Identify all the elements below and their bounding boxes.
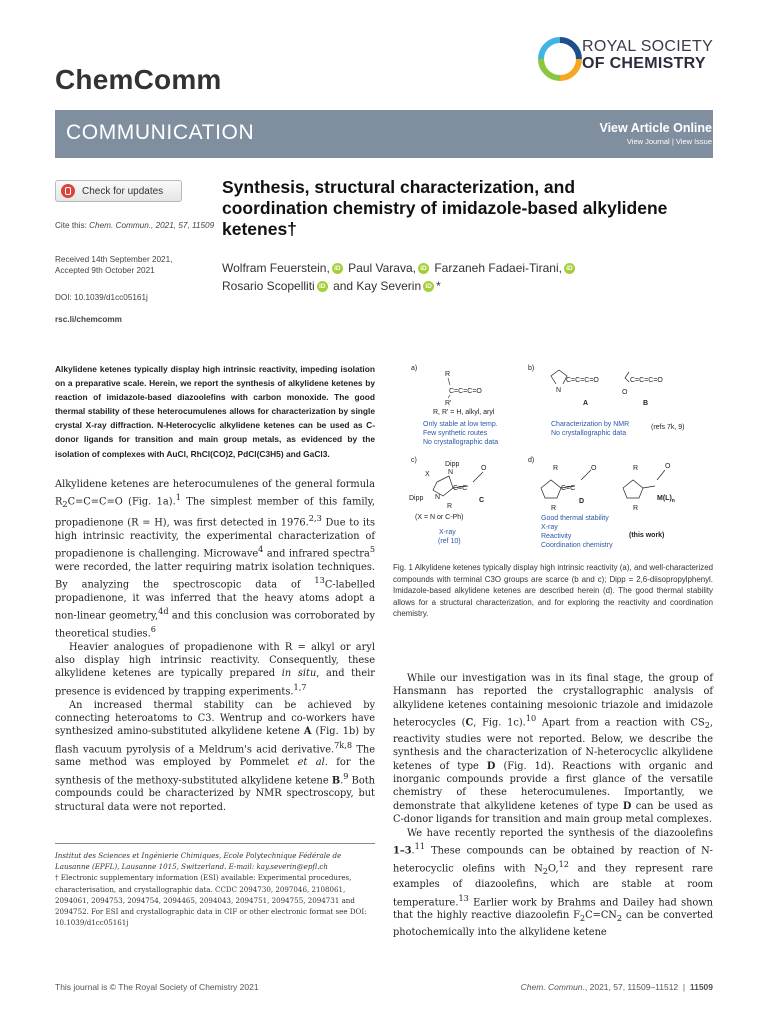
svg-text:O: O	[622, 389, 628, 396]
view-article-online-link[interactable]: View Article Online	[599, 121, 712, 135]
compound-a-label: A	[583, 400, 589, 407]
footer-volume: , 2021, 57, 11509–11512	[584, 982, 679, 992]
dipp-label: Dipp	[409, 495, 424, 502]
panel-d-label: d)	[528, 457, 535, 464]
svg-text:C=C=C=O: C=C=C=O	[566, 377, 599, 384]
svg-text:R: R	[447, 503, 453, 510]
received-date: Received 14th September 2021,	[55, 255, 173, 264]
copyright-line: This journal is © The Royal Society of Chemistry 2021	[55, 982, 259, 992]
esi-note: † Electronic supplementary information (ESI) available: Experimental procedures, characterisation, and crystallographic data. CCDC 2094730, 2097046, 2108061, 2094061, 2094753, 2094754, 2094465, 2094043, 2094751, 2094755, 2094731 and 2094752. For ESI and crystallographic data in CIF or other electronic format see DOI: 10.1039/d1cc05161j	[55, 873, 367, 928]
author-name[interactable]: Paul Varava,	[348, 261, 416, 275]
check-updates-label: Check for updates	[82, 185, 164, 197]
panel-a-label: a)	[411, 365, 418, 372]
svg-text:X: X	[425, 471, 430, 478]
panel-a-note: No crystallographic data	[423, 439, 499, 446]
svg-text:R': R'	[445, 400, 452, 407]
page-footer: Chem. Commun., 2021, 57, 11509–11512 | 11509	[520, 982, 713, 992]
corresponding-author-mark: *	[436, 279, 441, 293]
panel-b-label: b)	[528, 365, 535, 372]
compound-c-label: C	[479, 497, 485, 504]
dipp-label: Dipp	[445, 461, 460, 468]
panel-a-note: Only stable at low temp.	[423, 421, 498, 428]
view-journal-link[interactable]: View Journal	[626, 137, 670, 146]
footnote-divider	[55, 843, 375, 844]
this-work-label: (this work)	[629, 532, 665, 539]
panel-d-structures	[541, 470, 665, 498]
svg-text:R: R	[553, 465, 559, 472]
author-list	[222, 259, 682, 295]
article-title: Synthesis, structural characterization, and coordination chemistry of imidazole-based alkylidene ketenes†	[222, 177, 668, 239]
svg-text:N: N	[435, 494, 441, 501]
body-text-left: Alkylidene ketenes are heterocumulenes of the general formula $R_2C=C=C=O$ (Fig. 1a).$^1$ The simplest member of this family, propadienone (R = H), was first detected in 1976.$^{2,3}$ Due to its high intrinsic reactivity, the experimental characterization of propadienone is challenging. Microwave$^4$ and infrared spectra$^5$ were recorded, the latter requiring matrix isolation techniques. By analyzing the spectroscopic data of $^{13}$C-labelled propadienone, it was inferred that the heavy atoms adopt a non-linear geometry,$^{4d}$ and this conclusion was corroborated by theoretical studies.$^6$ Heavier analogues of propadienone with R = alkyl or aryl also display high intrinsic reactivity. Consequently, these alkylidene ketenes are typically prepared in situ, and their presence is evidenced by trapping experiments.$^{1,7}$ An increased thermal stability can be achieved by connecting heteroatoms to C3. Wentrup and co-workers have synthesized amino-substituted alkylidene ketene A (Fig. 1b) by flash vacuum pyrolysis of a Meldrum's acid derivative.$^{7k,8}$ The same method was employed by Pommelet et al. for the synthesis of the methoxy-substituted alkylidene ketene B.$^9$ Both compounds could be characterized by NMR spectroscopy, but structural data were not reported.	[55, 479, 376, 813]
svg-text:R: R	[445, 371, 451, 378]
svg-text:R: R	[633, 465, 639, 472]
compound-b-label: B	[643, 400, 649, 407]
panel-b-refs: (refs 7k, 9)	[651, 424, 685, 431]
figure-1	[393, 362, 715, 558]
dates-block	[55, 254, 172, 276]
section-title: COMMUNICATION	[66, 121, 255, 144]
orcid-icon[interactable]: iD	[332, 263, 343, 274]
orcid-icon[interactable]: iD	[317, 281, 328, 292]
publisher-line-2: OF CHEMISTRY	[582, 55, 706, 72]
bookmark-icon	[61, 184, 75, 198]
author-name[interactable]: Farzaneh Fadaei-Tirani,	[434, 261, 562, 275]
panel-a-substituents: R, R' = H, alkyl, aryl	[433, 409, 495, 416]
panel-c-label: c)	[411, 457, 417, 464]
svg-text:M(L)n: $M(L)_n$	[657, 495, 675, 504]
footer-journal: Chem. Commun.	[520, 982, 585, 992]
publisher-line-1: ROYAL SOCIETY	[582, 38, 714, 55]
author-name[interactable]: Wolfram Feuerstein,	[222, 261, 330, 275]
accepted-date: Accepted 9th October 2021	[55, 266, 155, 275]
figure-caption: Fig. 1 Alkylidene ketenes typically display high intrinsic reactivity (a), and well-characterized compounds with terminal C3O groups are scarce (b and c); Dipp = 2,6-diisopropylphenyl. Imidazole-based alkylidene ketenes are described herein (d). The good thermal stability allows for a structural characterization, and for exploring the reactivity and coordination chemistry.	[393, 563, 713, 618]
citation-text: Chem. Commun., 2021, 57, 11509	[89, 221, 215, 230]
panel-c-note: (ref 10)	[438, 538, 461, 545]
author-name[interactable]: Rosario Scopelliti	[222, 279, 315, 293]
body-text-right: While our investigation was in its final stage, the group of Hansmann has reported the crystallographic analysis of alkylidene ketenes containing mesoionic triazole and imidazole heterocycles (C, Fig. 1c).$^{10}$ Apart from a reaction with $CS_2$, reactivity studies were not reported. Below, we describe the synthesis and the characterization of N-heterocyclic alkylidene ketenes of type D (Fig. 1d). Reactions with organic and inorganic compounds provide a first glance of the versatile chemistry of these heterocumulenes. Importantly, we demonstrate that alkylidene ketenes of type D can be used as C-donor ligands for transition and main group metal complexes. We have recently reported the synthesis of the diazoolefins 1–3.11 These compounds can be obtained by reaction of N-heterocyclic olefins with $N_2O,^{12}$ and they represent rare examples of diazoolefins, which are stable at room temperature.$^{13}$ Earlier work by Brahms and Dailey had shown that the highly reactive diazoolefin $F_2C=CN_2$ can be converted photochemically into the alkylidene ketene	[393, 673, 714, 938]
panel-c-x-def: (X = N or C-Ph)	[415, 514, 464, 521]
spacer	[55, 222, 205, 244]
panel-c-structure	[433, 472, 483, 496]
svg-text:O: O	[665, 463, 671, 470]
svg-text:C=C=C=O: C=C=C=O	[449, 388, 482, 395]
svg-text:C=C: C=C	[453, 485, 468, 492]
view-article-links: View Article Online View Journal | View Issue	[599, 121, 712, 146]
svg-text:N: N	[556, 387, 562, 394]
author-name[interactable]: and Kay Severin	[333, 279, 422, 293]
svg-text:C=C=C=O: C=C=C=O	[630, 377, 663, 384]
panel-c-note: X-ray	[439, 529, 456, 536]
panel-d-note: Reactivity	[541, 533, 572, 540]
page-number: 11509	[689, 982, 713, 992]
panel-b-note: No crystallographic data	[551, 430, 627, 437]
orcid-icon[interactable]: iD	[418, 263, 429, 274]
abstract: Alkylidene ketenes typically display high intrinsic reactivity, impeding isolation on a preparative scale. Herein, we report the synthesis of alkylidene ketenes by reaction of imidazole-based diazoolefins with carbon monoxide. The good thermal stability of these heterocumulenes allows for characterization by single crystal X-ray diffraction. N-Heterocyclic alkylidene ketenes can be used as C-donor ligands for transition and main group metals, as evidenced by the isolation of complexes with AuCl, RhCl(CO)2, PdCl(C3H5) and GaCl3.	[55, 364, 375, 459]
panel-d-note: X-ray	[541, 524, 558, 531]
panel-d-note: Coordination chemistry	[541, 542, 613, 549]
svg-text:R: R	[551, 505, 557, 512]
panel-b-note: Characterization by NMR	[551, 421, 630, 428]
svg-text:C=C: C=C	[561, 485, 576, 492]
panel-d-note: Good thermal stability	[541, 515, 609, 522]
check-for-updates-button[interactable]	[55, 180, 182, 202]
panel-a-note: Few synthetic routes	[423, 430, 488, 437]
journal-link[interactable]: rsc.li/chemcomm	[55, 315, 122, 324]
journal-name: ChemComm	[55, 64, 222, 95]
panel-a-structure	[433, 371, 495, 416]
publisher-name	[582, 38, 713, 72]
view-issue-link[interactable]: View Issue	[675, 137, 712, 146]
affiliation-note: Institut des Sciences et Ingénierie Chimiques, Ecole Polytechnique Fédérale de Lausanne (EPFL), Lausanne 1015, Switzerland. E-mail: kay.severin@epfl.ch	[55, 851, 342, 872]
orcid-icon[interactable]: iD	[564, 263, 575, 274]
orcid-icon[interactable]: iD	[423, 281, 434, 292]
svg-text:O: O	[591, 465, 597, 472]
svg-text:O: O	[481, 465, 487, 472]
cite-label: Cite this:	[55, 221, 87, 230]
svg-text:N: N	[448, 469, 454, 476]
footnotes	[55, 850, 375, 928]
svg-text:R: R	[633, 505, 639, 512]
compound-d-label: D	[579, 498, 585, 505]
doi[interactable]: DOI: 10.1039/d1cc05161j	[55, 293, 148, 302]
